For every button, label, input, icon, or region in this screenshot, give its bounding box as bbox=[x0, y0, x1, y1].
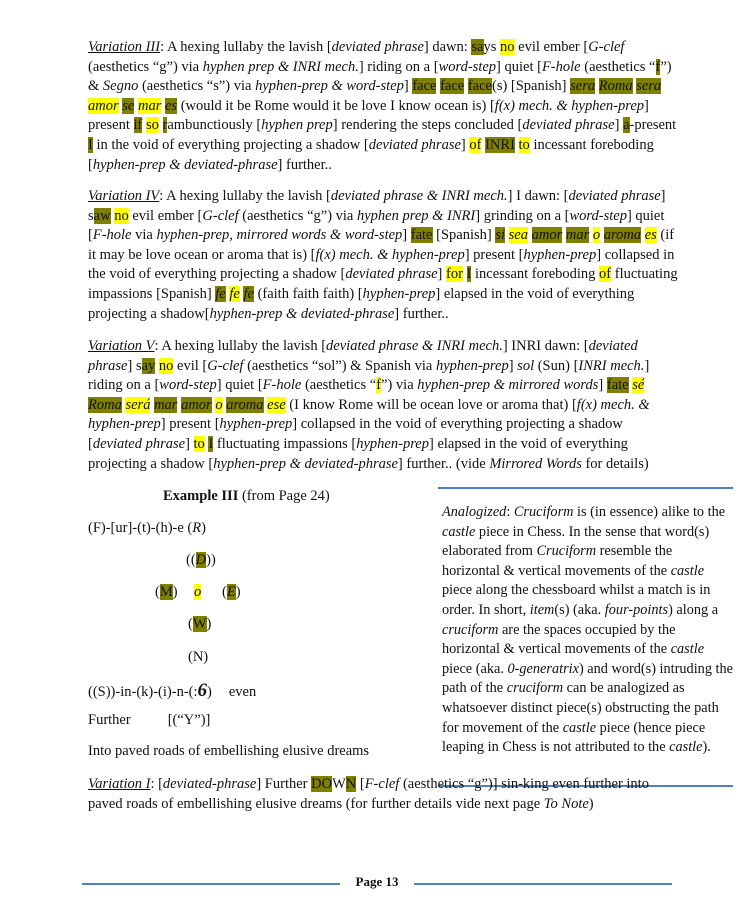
highlight: aw bbox=[93, 207, 111, 224]
text: ). bbox=[702, 739, 711, 756]
highlight: D bbox=[195, 552, 207, 568]
text: ] bbox=[598, 377, 607, 394]
text: castle bbox=[562, 719, 597, 736]
text: ] s bbox=[88, 188, 666, 224]
text: G-clef bbox=[207, 357, 244, 374]
text: deviated phrase bbox=[568, 188, 661, 204]
text: Segno bbox=[102, 78, 139, 95]
highlight: mar bbox=[154, 396, 178, 413]
text: R bbox=[192, 520, 202, 536]
text: (I know Rome will be ocean love or aroma that) [ bbox=[285, 396, 577, 413]
text: (aesthetics “s”) via bbox=[138, 78, 256, 95]
highlight: fe bbox=[215, 285, 226, 302]
highlight: sera bbox=[636, 78, 662, 95]
highlight: será bbox=[125, 396, 151, 413]
variation-label: Variation III bbox=[88, 39, 161, 55]
text: ] bbox=[403, 78, 413, 95]
text: F-clef bbox=[364, 776, 400, 792]
text: [ bbox=[356, 776, 365, 792]
text: ] bbox=[460, 136, 470, 153]
highlight: Roma bbox=[88, 396, 122, 413]
text: ] riding on a [ bbox=[358, 58, 439, 75]
variation-i-paragraph bbox=[88, 775, 678, 814]
text: cruciform bbox=[506, 680, 564, 697]
page-number: Page 13 bbox=[355, 874, 399, 889]
text: hyphen-prep bbox=[356, 435, 429, 452]
highlight: amor bbox=[88, 97, 119, 114]
analogized-note-text bbox=[442, 503, 733, 758]
text: G-clef bbox=[588, 39, 625, 55]
text: ] bbox=[402, 227, 411, 244]
text: piece along the chessboard whilst a match is in order. In short, bbox=[442, 582, 711, 618]
text: deviated phrase bbox=[345, 266, 438, 283]
text: are the spaces occupied by the horizontal & vertical movements of the bbox=[442, 621, 676, 658]
text: F-hole bbox=[541, 58, 581, 75]
text: (N) bbox=[188, 649, 209, 665]
text: ] quiet [ bbox=[216, 377, 263, 394]
text: [Spanish] bbox=[432, 227, 496, 244]
text: INRI mech. bbox=[578, 357, 645, 374]
text: (aesthetics “g”) via bbox=[238, 207, 357, 224]
text: deviated phrase & INRI mech. bbox=[326, 338, 503, 354]
text: ] I dawn: [ bbox=[507, 188, 569, 204]
cruciform-w bbox=[188, 616, 211, 633]
highlight: for bbox=[446, 266, 463, 283]
highlight: fe bbox=[229, 285, 240, 302]
variation-iv-paragraph bbox=[88, 187, 678, 324]
text: (F)-[ur]-(t)-(h)-e ( bbox=[88, 520, 193, 536]
text: (( bbox=[186, 552, 196, 568]
text: G-clef bbox=[202, 207, 239, 224]
footer-rule-right bbox=[414, 883, 672, 885]
text: item bbox=[529, 601, 555, 618]
text: in the void of everything projecting a shadow [ bbox=[92, 136, 369, 153]
text: ] Further bbox=[256, 776, 312, 792]
text: ) bbox=[588, 795, 594, 812]
text: ] collapsed in the void of everything projecting a shadow [ bbox=[88, 246, 675, 283]
highlight: face bbox=[412, 78, 437, 95]
text: : A hexing lullaby the lavish [ bbox=[159, 188, 331, 204]
highlight: if bbox=[133, 117, 143, 134]
text: ambunctiously [ bbox=[167, 117, 262, 134]
highlight: Roma bbox=[598, 78, 633, 95]
text: ] further.. bbox=[394, 305, 449, 322]
text: fluctuating impassions [Spanish] bbox=[88, 266, 678, 302]
highlight: of bbox=[599, 266, 612, 283]
highlight: mar bbox=[565, 227, 590, 244]
text: hyphen-prep & deviated-phrase bbox=[213, 455, 398, 472]
text: ((S))-in-(k)-(i)-n-(: bbox=[88, 684, 198, 700]
text: (aesthetics “g”) via bbox=[88, 58, 203, 75]
text: cruciform bbox=[442, 621, 499, 638]
text: ] further.. (vide bbox=[397, 455, 490, 472]
highlight: sea bbox=[508, 227, 528, 244]
text: ) bbox=[207, 684, 212, 700]
variation-label: Variation V bbox=[88, 338, 155, 354]
highlight: es bbox=[644, 227, 657, 244]
highlight: no bbox=[500, 39, 515, 55]
text: castle bbox=[670, 641, 705, 658]
text: )) bbox=[206, 552, 216, 568]
highlight: r bbox=[162, 117, 168, 134]
highlight: f bbox=[655, 58, 661, 75]
sinking-line bbox=[88, 680, 256, 702]
text: Further bbox=[88, 712, 131, 728]
text: hyphen-prep bbox=[571, 97, 645, 114]
text: deviated phrase bbox=[522, 117, 615, 134]
text: [(“Y”)] bbox=[167, 712, 211, 728]
text: ] elapsed in the void of everything projecting a shadow [ bbox=[88, 435, 628, 472]
further-y-line bbox=[88, 712, 210, 729]
text: castle bbox=[670, 562, 705, 579]
text: deviated phrase bbox=[368, 136, 461, 153]
text: ] quiet [ bbox=[88, 207, 665, 244]
text: ( bbox=[222, 584, 227, 600]
variation-label: Variation IV bbox=[88, 188, 160, 204]
text: ] dawn: bbox=[423, 39, 472, 55]
variation-v-paragraph bbox=[88, 337, 678, 474]
text: evil ember [ bbox=[514, 39, 589, 55]
text: piece in Chess. In the sense that word(s) elaborated from bbox=[442, 523, 710, 560]
highlight: DO bbox=[311, 776, 333, 792]
text: ) bbox=[201, 520, 206, 536]
text: hyphen-prep bbox=[435, 357, 509, 374]
text: ] bbox=[185, 435, 194, 452]
cruciform-center bbox=[194, 584, 201, 601]
text: ys bbox=[483, 39, 501, 55]
text: ] further.. bbox=[277, 156, 332, 173]
text: f(x) mech. & bbox=[576, 396, 650, 413]
text: hyphen-prep bbox=[362, 285, 436, 302]
text: ] bbox=[437, 266, 446, 283]
text: piece (hence piece leaping in Chess is not attributed to the bbox=[442, 719, 706, 756]
paved-roads-line bbox=[88, 743, 369, 760]
text: castle bbox=[442, 523, 476, 540]
highlight: to bbox=[518, 136, 530, 153]
text: (aesthetics “ bbox=[580, 58, 656, 75]
cruciform-d bbox=[186, 552, 216, 569]
text: deviated phrase & INRI mech. bbox=[330, 188, 508, 204]
highlight: es bbox=[164, 97, 178, 114]
text: fluctuating impassions [ bbox=[213, 435, 357, 452]
highlight: face bbox=[467, 78, 492, 95]
text: hyphen-prep, mirrored words & word-step bbox=[156, 227, 403, 244]
text: hyphen-prep & deviated-phrase bbox=[209, 305, 395, 322]
text: deviated phrase bbox=[331, 39, 424, 55]
highlight: o bbox=[215, 396, 223, 413]
highlight: si bbox=[495, 227, 506, 244]
text: is (in essence) alike to the bbox=[573, 504, 726, 520]
text: ] collapsed in the void of everything projecting a shadow [ bbox=[88, 416, 623, 452]
text: word-step bbox=[159, 377, 217, 394]
highlight: face bbox=[440, 78, 465, 95]
text: sol bbox=[517, 357, 535, 374]
text: ] present [ bbox=[464, 246, 524, 263]
text: ] INRI dawn: [ bbox=[502, 338, 589, 354]
highlight: I bbox=[208, 435, 214, 452]
text: word-step bbox=[438, 58, 497, 75]
highlight: no bbox=[158, 357, 174, 374]
highlight: o bbox=[592, 227, 601, 244]
text: piece (aka. bbox=[442, 660, 508, 677]
text: ] riding on a [ bbox=[88, 357, 650, 394]
text: deviated phrase bbox=[92, 435, 186, 452]
text: word-step bbox=[569, 207, 627, 224]
highlight: of bbox=[469, 136, 482, 153]
text: can be analogized as whatsoever distinct piece(s) obstructing the path for movement of the bbox=[442, 680, 719, 736]
text: hyphen prep & INRI mech. bbox=[202, 58, 359, 75]
text: (aesthetics “g”)] sin-king even further into paved roads of embellishing elusive dreams (for further details vide next page bbox=[88, 776, 649, 812]
text: four-points bbox=[604, 601, 669, 618]
text: deviated-phrase bbox=[162, 776, 257, 792]
text: F-hole bbox=[262, 377, 302, 394]
highlight: I bbox=[466, 266, 472, 283]
highlight: f bbox=[376, 377, 382, 394]
text: (from Page 24) bbox=[238, 488, 330, 504]
text: ] present bbox=[88, 97, 649, 134]
text: Cruciform bbox=[536, 543, 597, 560]
text: resemble the horizontal & vertical movements of the bbox=[442, 543, 673, 579]
text: hyphen-prep & word-step bbox=[255, 78, 404, 95]
text: deviated phrase bbox=[88, 338, 638, 374]
cruciform-e bbox=[222, 584, 241, 601]
text: hyphen-prep & mirrored words bbox=[417, 377, 599, 394]
highlight: ese bbox=[267, 396, 286, 413]
text: Analogized bbox=[442, 504, 507, 520]
highlight: fate bbox=[410, 227, 433, 244]
text: evil ember [ bbox=[128, 207, 203, 224]
highlight: W bbox=[192, 616, 207, 632]
text: Into paved roads of embellishing elusive dreams bbox=[88, 743, 370, 759]
text: ”) & bbox=[88, 58, 672, 95]
text: 6 bbox=[197, 680, 208, 701]
text: evil [ bbox=[173, 357, 208, 374]
text: ( bbox=[188, 616, 193, 632]
cruciform-m bbox=[155, 584, 178, 601]
highlight: mar bbox=[137, 97, 162, 114]
text: f(x) mech. & hyphen-prep bbox=[315, 246, 465, 263]
text: ) bbox=[206, 616, 212, 632]
text: (s) [Spanish] bbox=[491, 78, 571, 95]
text: incessant foreboding bbox=[471, 266, 600, 283]
text: for details) bbox=[581, 455, 649, 472]
text: ] present [ bbox=[160, 416, 220, 433]
text: f(x) mech. & bbox=[494, 97, 568, 114]
highlight: fate bbox=[606, 377, 629, 394]
text: hyphen prep & INRI bbox=[356, 207, 476, 224]
text: castle bbox=[669, 739, 703, 756]
text: 0-generatrix bbox=[507, 660, 579, 677]
text: ) along a bbox=[668, 601, 719, 618]
text: To Note bbox=[543, 795, 589, 812]
highlight: aroma bbox=[603, 227, 642, 244]
highlight: o bbox=[194, 584, 202, 600]
highlight: a bbox=[623, 117, 630, 134]
analogized-note-box bbox=[438, 487, 733, 787]
text: : [ bbox=[150, 776, 163, 792]
text: Example III bbox=[163, 488, 239, 504]
highlight: M bbox=[159, 584, 173, 600]
text: ) bbox=[172, 584, 178, 600]
highlight: no bbox=[114, 207, 129, 224]
text: ] bbox=[508, 357, 518, 374]
highlight: sé bbox=[632, 377, 645, 394]
variation-iii-paragraph bbox=[88, 38, 678, 175]
text: (if it may be love ocean or aroma that is) [ bbox=[88, 227, 675, 263]
text: (Sun) [ bbox=[534, 357, 579, 374]
highlight: fe bbox=[243, 285, 254, 302]
text: Cruciform bbox=[513, 504, 574, 520]
text: ] elapsed in the void of everything projecting a shadow[ bbox=[88, 285, 635, 322]
highlight: INRI bbox=[485, 136, 515, 153]
text: (would it be Rome would it be love I know ocean is) [ bbox=[177, 97, 495, 114]
text: via bbox=[131, 227, 157, 244]
text: even bbox=[228, 684, 257, 700]
highlight: sera bbox=[570, 78, 596, 95]
highlight: to bbox=[193, 435, 205, 452]
highlight: sa bbox=[471, 39, 484, 55]
text: ] bbox=[614, 117, 624, 134]
text: hyphen-prep bbox=[219, 416, 293, 433]
text: (faith faith faith) [ bbox=[253, 285, 363, 302]
text: Mirrored Words bbox=[489, 455, 582, 472]
highlight: N bbox=[345, 776, 357, 792]
footer-rule-left bbox=[82, 883, 340, 885]
text: : bbox=[506, 504, 514, 520]
text: ) bbox=[235, 584, 241, 600]
text: ) and word(s) intruding the path of the bbox=[442, 660, 734, 697]
text: ] quiet [ bbox=[496, 58, 542, 75]
text: ”) via bbox=[381, 377, 418, 394]
highlight: amor bbox=[181, 396, 212, 413]
text: hyphen-prep bbox=[88, 416, 161, 433]
text: ] s bbox=[127, 357, 142, 374]
highlight: ay bbox=[141, 357, 156, 374]
text: : A hexing lullaby the lavish [ bbox=[154, 338, 327, 354]
further-word-line bbox=[88, 520, 206, 537]
variation-label: Variation I bbox=[88, 776, 151, 792]
text: ] grinding on a [ bbox=[475, 207, 570, 224]
cruciform-n bbox=[188, 649, 208, 666]
highlight: so bbox=[145, 117, 159, 134]
text: hyphen-prep & deviated-phrase bbox=[92, 156, 278, 173]
text: : A hexing lullaby the lavish [ bbox=[160, 39, 332, 55]
text: hyphen-prep bbox=[523, 246, 597, 263]
highlight: E bbox=[226, 584, 236, 600]
highlight: I bbox=[88, 136, 93, 153]
text: hyphen prep bbox=[261, 117, 333, 134]
text: W bbox=[332, 776, 346, 792]
text: incessant foreboding [ bbox=[88, 136, 654, 173]
highlight: amor bbox=[531, 227, 563, 244]
text: ] rendering the steps concluded [ bbox=[332, 117, 523, 134]
text: F-hole bbox=[92, 227, 132, 244]
text: ( bbox=[155, 584, 160, 600]
text: -present bbox=[629, 117, 677, 134]
text: (aesthetics “ bbox=[301, 377, 377, 394]
text: (s) (aka. bbox=[554, 601, 605, 618]
highlight: aroma bbox=[226, 396, 264, 413]
text: (aesthetics “sol”) & Spanish via bbox=[243, 357, 436, 374]
highlight: se bbox=[122, 97, 135, 114]
example-title bbox=[163, 488, 330, 505]
